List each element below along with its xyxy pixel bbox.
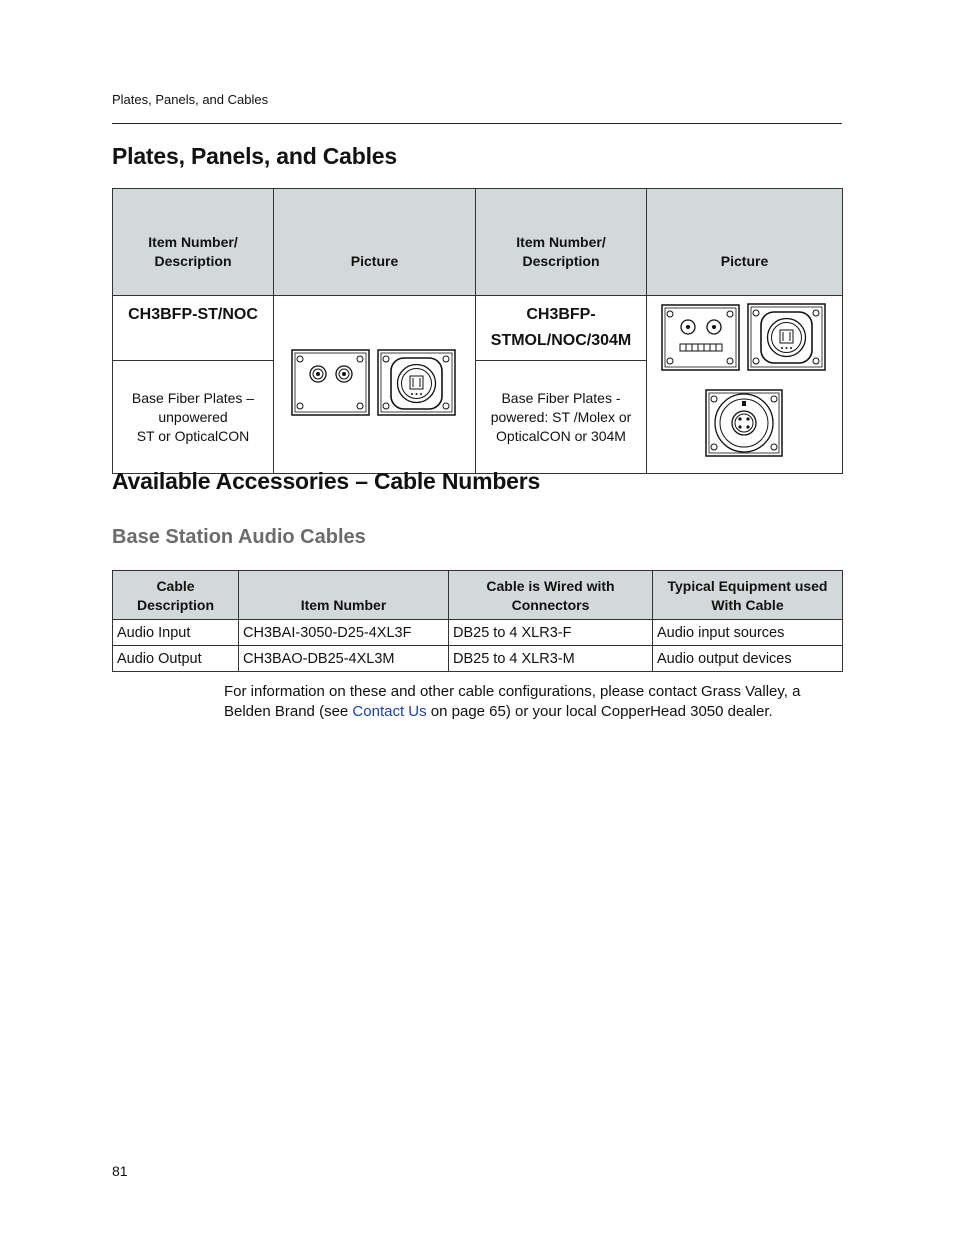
item-number-stmol: CH3BFP- STMOL/NOC/304M	[476, 296, 647, 361]
description-stmol: Base Fiber Plates - powered: ST /Molex or OpticalCON or 304M	[476, 361, 647, 474]
audio-cables-table	[112, 570, 843, 672]
table-row	[113, 620, 843, 646]
cable-equipment: Audio input sources	[653, 620, 843, 646]
opticalcon-plate-icon	[378, 350, 455, 415]
header-item-number: Item Number	[239, 571, 449, 620]
picture-stmol	[647, 296, 843, 474]
plates-table	[112, 188, 843, 474]
cable-item-number: CH3BAI-3050-D25-4XL3F	[239, 620, 449, 646]
connector-304m-plate-icon	[706, 390, 782, 456]
st-fiber-plate-icon	[292, 350, 369, 415]
st-molex-plate-icon	[662, 305, 739, 370]
header-rule	[112, 123, 842, 124]
description-st-noc: Base Fiber Plates – unpowered ST or OpticalCON	[113, 361, 274, 474]
header-item-number-2: Item Number/ Description	[476, 189, 647, 296]
header-cable-description: Cable Description	[113, 571, 239, 620]
opticalcon-plate-icon	[748, 304, 825, 370]
page-number: 81	[112, 1163, 128, 1179]
header-picture-2: Picture	[647, 189, 843, 296]
header-typical-equipment: Typical Equipment used With Cable	[653, 571, 843, 620]
item-number-st-noc: CH3BFP-ST/NOC	[113, 296, 274, 361]
cable-description: Audio Input	[113, 620, 239, 646]
cable-description: Audio Output	[113, 646, 239, 672]
picture-st-noc	[274, 296, 476, 474]
accessories-section-title: Available Accessories – Cable Numbers	[112, 468, 541, 494]
plates-header-row	[113, 189, 843, 296]
plates-row	[113, 296, 843, 361]
cable-connectors: DB25 to 4 XLR3-F	[449, 620, 653, 646]
contact-us-link[interactable]: Contact Us	[352, 703, 427, 720]
header-item-number-1: Item Number/ Description	[113, 189, 274, 296]
running-header: Plates, Panels, and Cables	[112, 92, 269, 107]
plates-section-title: Plates, Panels, and Cables	[112, 143, 397, 169]
table-row	[113, 646, 843, 672]
cable-connectors: DB25 to 4 XLR3-M	[449, 646, 653, 672]
audio-cables-title: Base Station Audio Cables	[112, 526, 366, 548]
cable-equipment: Audio output devices	[653, 646, 843, 672]
header-picture-1: Picture	[274, 189, 476, 296]
cable-item-number: CH3BAO-DB25-4XL3M	[239, 646, 449, 672]
audio-header-row	[113, 571, 843, 620]
footnote-paragraph: For information on these and other cable configurations, please contact Grass Valley, a Belden Brand (see Contact Us on page 65) or your local CopperHead 3050 dealer.	[224, 683, 801, 720]
header-connectors: Cable is Wired with Connectors	[449, 571, 653, 620]
